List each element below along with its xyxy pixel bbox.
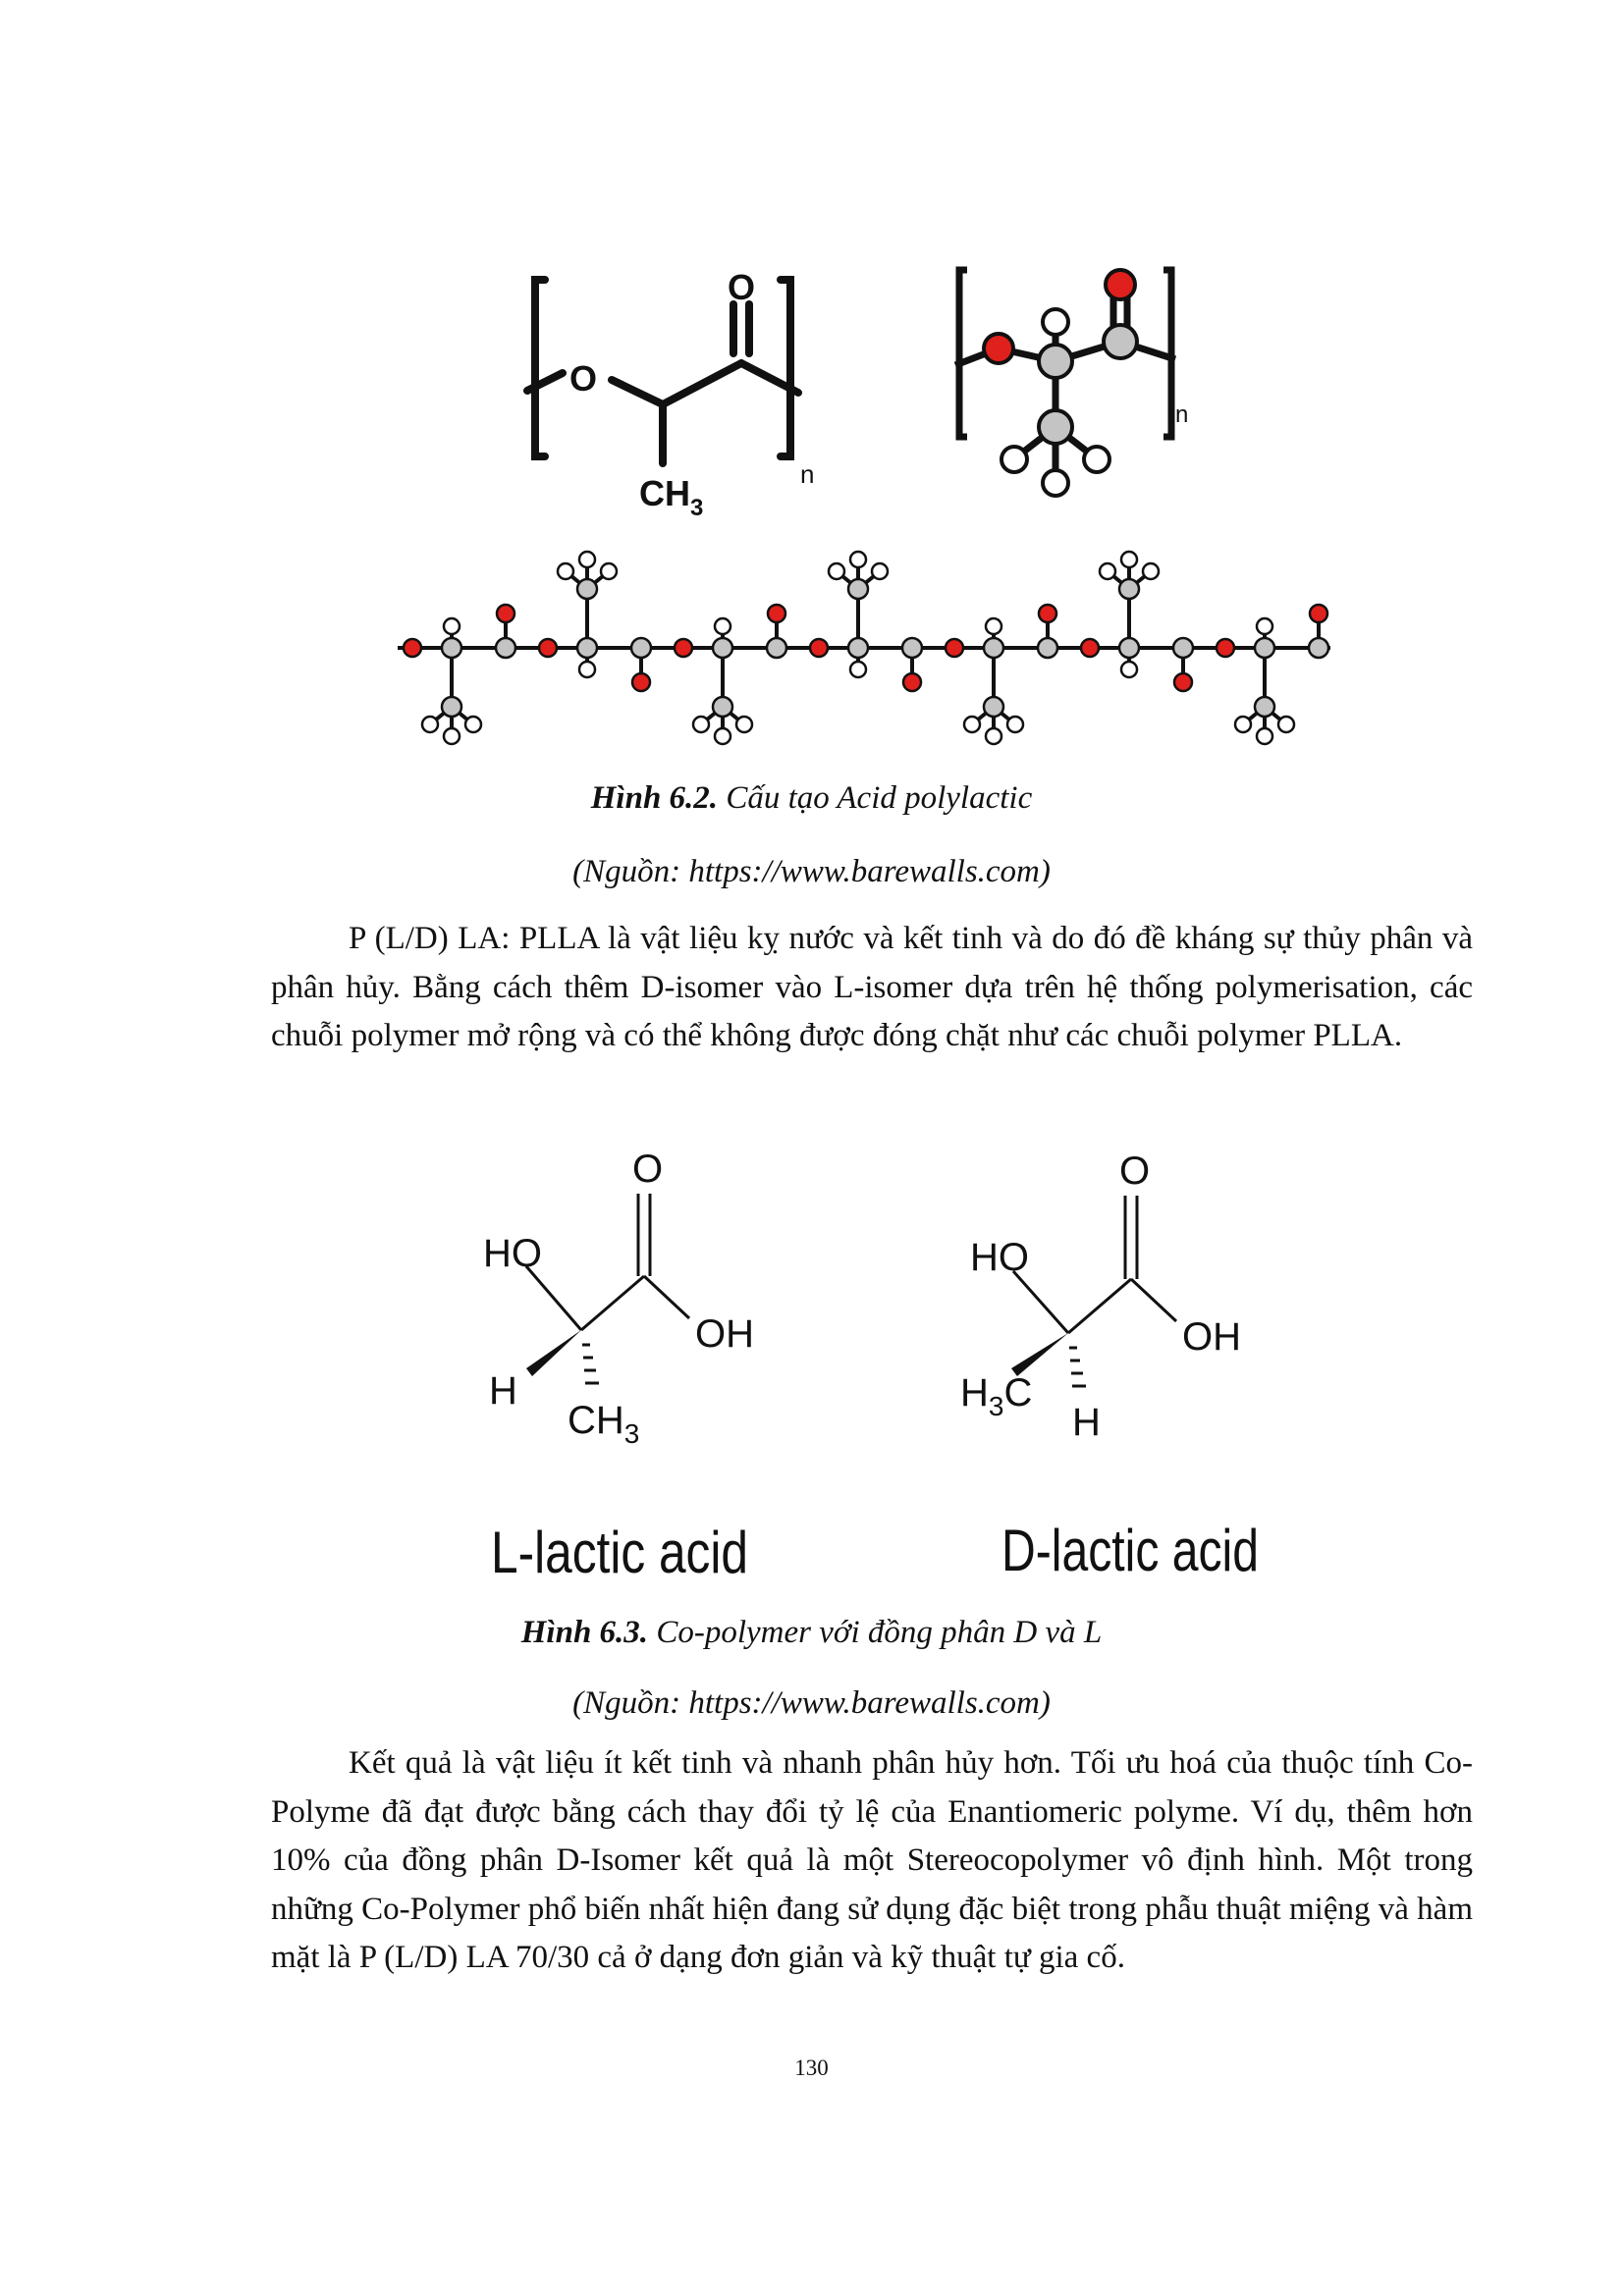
chain-carbon-atom — [1119, 638, 1139, 658]
chain-hydrogen-atom — [829, 563, 844, 579]
l-lactic-acid-structure — [526, 1194, 689, 1383]
chain-oxygen-atom — [903, 673, 921, 691]
chain-hydrogen-atom — [444, 728, 460, 744]
chain-oxygen-atom — [946, 639, 963, 657]
d-hc-h: H — [960, 1371, 989, 1415]
l-ho-label: HO — [483, 1232, 542, 1275]
chain-hydrogen-atom — [964, 717, 980, 732]
d-h3c-label — [960, 1371, 1032, 1421]
chain-hydrogen-atom — [1100, 563, 1115, 579]
ball-and-stick-monomer — [955, 270, 1175, 496]
chain-carbon-atom — [1255, 638, 1274, 658]
chain-oxygen-atom — [1174, 673, 1192, 691]
chain-carbon-atom — [1255, 697, 1274, 717]
paragraph-1: P (L/D) LA: PLLA là vật liệu kỵ nước và kết tinh và do đó đề kháng sự thủy phân và phân hủy. Bằng cách thêm D-isomer vào L-isomer dựa trên hệ thống polymerisation, các chuỗi polymer mở rộng và có thể không được đóng chặt như các chuỗi polymer PLLA. — [271, 921, 1473, 1053]
chain-hydrogen-atom — [1007, 717, 1023, 732]
chain-hydrogen-atom — [579, 552, 595, 567]
page-number: 130 — [794, 2056, 829, 2080]
chain-hydrogen-atom — [1121, 662, 1137, 677]
d-h-label: H — [1072, 1401, 1101, 1444]
d-hc-c: C — [1003, 1371, 1033, 1415]
d-hc-sub: 3 — [988, 1391, 1004, 1421]
chain-carbon-atom — [713, 638, 732, 658]
l-oh-label: OH — [695, 1312, 754, 1356]
chain-hydrogen-atom — [715, 618, 730, 634]
chain-hydrogen-atom — [736, 717, 752, 732]
methyl-label — [639, 473, 703, 521]
chain-carbon-atom — [713, 697, 732, 717]
chain-carbon-atom — [577, 638, 597, 658]
chain-carbon-atom — [1309, 638, 1328, 658]
l-h-label: H — [489, 1369, 517, 1413]
chain-hydrogen-atom — [1235, 717, 1251, 732]
d-ho-label: HO — [970, 1236, 1029, 1279]
d-lactic-acid-name: D-lactic acid — [1001, 1518, 1259, 1583]
chain-carbon-atom — [1173, 638, 1193, 658]
polylactic-acid-structure-figure — [398, 226, 1330, 775]
figure-6-3-caption — [0, 1615, 1623, 1651]
chain-hydrogen-atom — [715, 728, 730, 744]
chain-oxygen-atom — [768, 605, 785, 622]
chain-oxygen-atom — [675, 639, 692, 657]
d-lactic-acid-structure — [1011, 1196, 1176, 1386]
oxygen-label: O — [569, 358, 598, 399]
chain-hydrogen-atom — [850, 552, 866, 567]
chain-carbon-atom — [1119, 579, 1139, 599]
d-carbonyl-o: O — [1119, 1149, 1151, 1193]
chain-oxygen-atom — [1310, 605, 1327, 622]
chain-carbon-atom — [984, 697, 1003, 717]
figure-6-2-title: Cấu tạo Acid polylactic — [718, 780, 1033, 816]
chain-carbon-atom — [496, 638, 515, 658]
chain-hydrogen-atom — [1257, 728, 1272, 744]
chain-hydrogen-atom — [986, 728, 1001, 744]
repeat-index-label-ball: n — [1175, 401, 1189, 428]
figure-6-2-label: Hình 6.2. — [590, 780, 719, 816]
chain-oxygen-atom — [810, 639, 828, 657]
polymer-chain — [398, 552, 1330, 744]
chain-hydrogen-atom — [1257, 618, 1272, 634]
figure-6-3-source: (Nguồn: https://www.barewalls.com) — [572, 1685, 1051, 1721]
chain-carbon-atom — [577, 579, 597, 599]
chain-hydrogen-atom — [850, 662, 866, 677]
chain-carbon-atom — [848, 579, 868, 599]
chain-hydrogen-atom — [444, 618, 460, 634]
carbonyl-oxygen-label: O — [728, 267, 756, 307]
chain-oxygen-atom — [632, 673, 650, 691]
chain-hydrogen-atom — [1278, 717, 1294, 732]
chain-hydrogen-atom — [465, 717, 481, 732]
chain-hydrogen-atom — [558, 563, 573, 579]
figure-6-3-title: Co-polymer với đồng phân D và L — [648, 1615, 1103, 1650]
methyl-subscript: 3 — [690, 495, 704, 521]
l-lactic-acid-name: L-lactic acid — [491, 1520, 748, 1585]
l-ch3-label — [568, 1399, 639, 1449]
skeletal-formula — [527, 280, 798, 463]
figure-6-3-label: Hình 6.3. — [520, 1615, 649, 1650]
chain-carbon-atom — [631, 638, 651, 658]
chain-carbon-atom — [984, 638, 1003, 658]
chain-oxygen-atom — [1217, 639, 1234, 657]
chain-hydrogen-atom — [579, 662, 595, 677]
chain-hydrogen-atom — [1143, 563, 1159, 579]
chain-carbon-atom — [848, 638, 868, 658]
figure-6-2-caption — [0, 780, 1623, 817]
chain-oxygen-atom — [497, 605, 514, 622]
chain-hydrogen-atom — [693, 717, 709, 732]
lactic-acid-isomers-figure — [432, 1119, 1316, 1590]
figure-6-2-source: (Nguồn: https://www.barewalls.com) — [572, 854, 1051, 889]
chain-carbon-atom — [767, 638, 786, 658]
chain-hydrogen-atom — [1121, 552, 1137, 567]
d-oh-label: OH — [1182, 1315, 1241, 1359]
chain-carbon-atom — [1038, 638, 1057, 658]
chain-carbon-atom — [902, 638, 922, 658]
chain-oxygen-atom — [1039, 605, 1056, 622]
chain-oxygen-atom — [1081, 639, 1099, 657]
methyl-ch: CH — [639, 473, 690, 513]
l-carbonyl-o: O — [632, 1148, 664, 1191]
chain-carbon-atom — [442, 638, 461, 658]
chain-carbon-atom — [442, 697, 461, 717]
chain-hydrogen-atom — [601, 563, 617, 579]
repeat-index-label: n — [800, 459, 815, 489]
chain-oxygen-atom — [404, 639, 421, 657]
chain-hydrogen-atom — [872, 563, 888, 579]
chain-oxygen-atom — [539, 639, 557, 657]
l-ch: CH — [568, 1399, 624, 1442]
chain-hydrogen-atom — [986, 618, 1001, 634]
l-ch-sub: 3 — [623, 1418, 640, 1449]
chain-hydrogen-atom — [422, 717, 438, 732]
paragraph-2: Kết quả là vật liệu ít kết tinh và nhanh phân hủy hơn. Tối ưu hoá của thuộc tính Co-Polyme đã đạt được bằng cách thay đổi tỷ lệ của Enantiomeric polyme. Ví dụ, thêm hơn 10% của đồng phân D-Isomer kết quả là một Stereocopolymer vô định hình. Một trong những Co-Polymer phổ biến nhất hiện đang sử dụng đặc biệt trong phẫu thuật miệng và hàm mặt là P (L/D) LA 70/30 cả ở dạng đơn giản và kỹ thuật tự gia cố. — [271, 1745, 1473, 1975]
